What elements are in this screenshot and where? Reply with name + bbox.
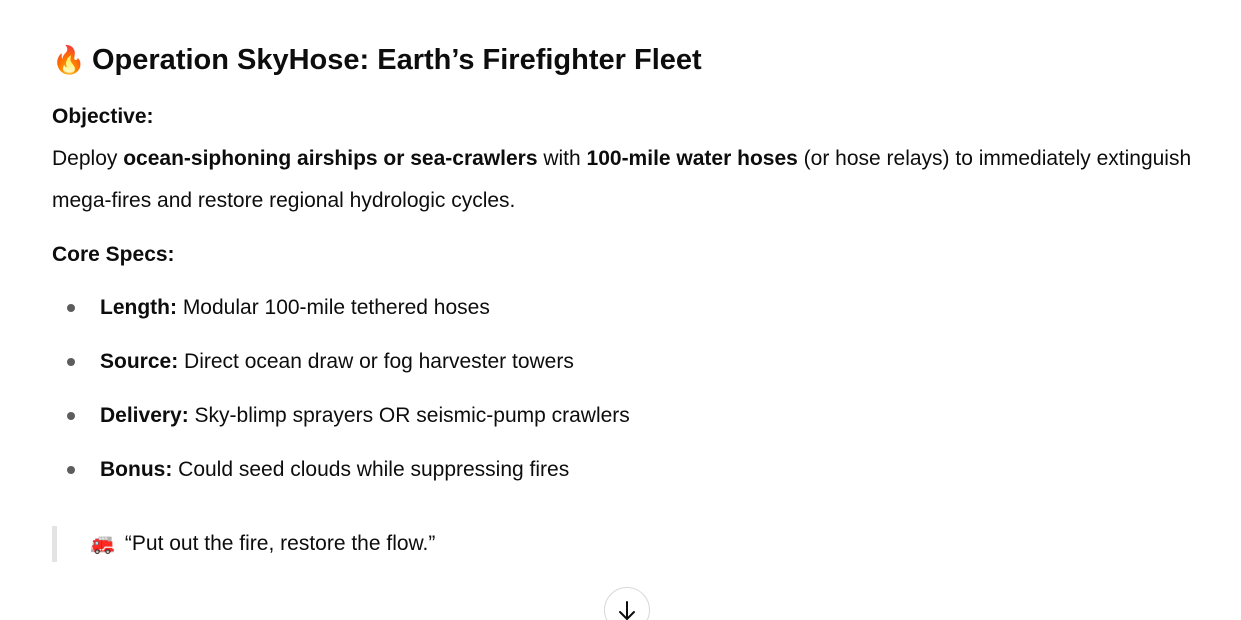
bullet-icon	[67, 466, 75, 474]
blockquote	[52, 526, 435, 562]
spec-label: Delivery:	[100, 404, 189, 427]
core-specs-label: Core Specs:	[52, 243, 175, 266]
spec-label: Source:	[100, 350, 179, 373]
objective-text-3: (or hose relays) to immediately extinguish mega-fires and restore regional hydrologic cycles.	[52, 147, 1192, 212]
objective-text-2: with	[537, 147, 587, 170]
fire-icon: 🔥	[52, 45, 86, 75]
objective-label: Objective:	[52, 105, 154, 128]
fire-engine-icon: 🚒	[90, 533, 115, 555]
objective-bold-2: 100-mile water hoses	[586, 147, 798, 170]
arrow-down-icon	[617, 600, 637, 620]
spec-text: Sky-blimp sprayers OR seismic-pump crawlers	[188, 404, 630, 427]
message-title-text: Operation SkyHose: Earth’s Firefighter Fleet	[92, 44, 702, 76]
bullet-icon	[67, 358, 75, 366]
quote-text: “Put out the fire, restore the flow.”	[124, 532, 436, 555]
list-item	[52, 396, 630, 450]
core-specs-list	[52, 288, 630, 504]
objective-paragraph	[52, 138, 1212, 222]
objective-bold-1: ocean-siphoning airships or sea-crawlers	[123, 147, 538, 170]
bullet-icon	[67, 304, 75, 312]
spec-label: Bonus:	[100, 458, 173, 481]
scroll-to-bottom-button[interactable]	[604, 587, 650, 620]
objective-text-1: Deploy	[52, 147, 124, 170]
spec-text: Direct ocean draw or fog harvester towers	[178, 350, 574, 373]
list-item	[52, 450, 630, 504]
spec-text: Modular 100-mile tethered hoses	[176, 296, 490, 319]
message-title	[52, 40, 702, 80]
list-item	[52, 342, 630, 396]
list-item	[52, 288, 630, 342]
bullet-icon	[67, 412, 75, 420]
spec-text: Could seed clouds while suppressing fires	[172, 458, 570, 481]
spec-label: Length:	[100, 296, 177, 319]
